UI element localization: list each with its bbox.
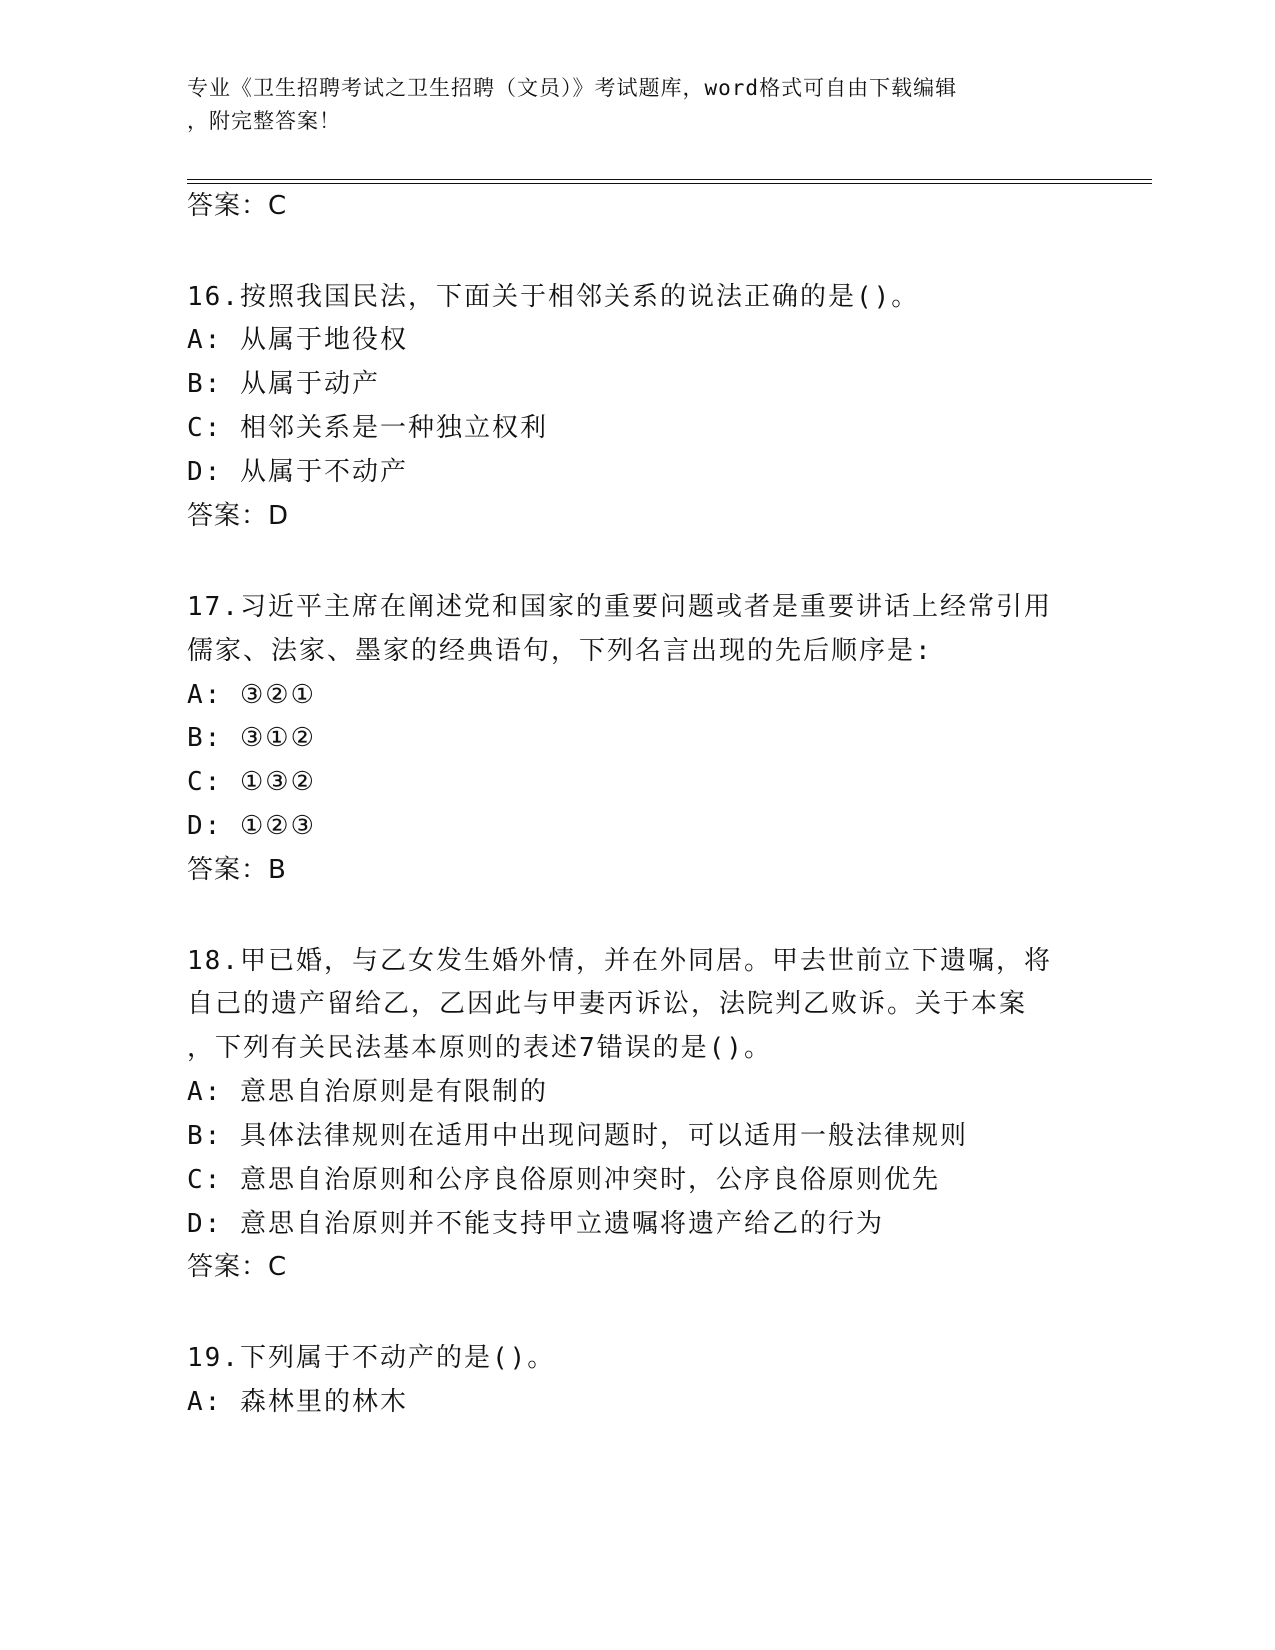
q18-option-d: D: 意思自治原则并不能支持甲立遗嘱将遗产给乙的行为 (187, 1209, 884, 1239)
header-line-1: 专业《卫生招聘考试之卫生招聘（文员）》考试题库，word格式可自由下载编辑 (187, 76, 958, 100)
header-divider-top (187, 179, 1152, 180)
q18-stem-line-3: ，下列有关民法基本原则的表述7错误的是()。 (187, 1033, 772, 1063)
q18-option-b: B: 具体法律规则在适用中出现问题时，可以适用一般法律规则 (187, 1121, 968, 1151)
q16-option-d: D: 从属于不动产 (187, 457, 408, 487)
q17-option-c: C: ①③② (187, 767, 316, 797)
q16-option-b: B: 从属于动产 (187, 369, 380, 399)
q16-stem: 16.按照我国民法，下面关于相邻关系的说法正确的是()。 (187, 282, 920, 312)
q17-answer: 答案：B (187, 855, 287, 885)
q17-stem-line-2: 儒家、法家、墨家的经典语句，下列名言出现的先后顺序是: (187, 636, 933, 666)
q19-stem: 19.下列属于不动产的是()。 (187, 1343, 556, 1373)
q16-option-a: A: 从属于地役权 (187, 325, 408, 355)
header-divider-bottom (187, 183, 1152, 184)
q17-option-a: A: ③②① (187, 680, 316, 710)
q18-answer: 答案：C (187, 1252, 288, 1282)
q17-stem-line-1: 17.习近平主席在阐述党和国家的重要问题或者是重要讲话上经常引用 (187, 592, 1052, 622)
q18-stem-line-2: 自己的遗产留给乙，乙因此与甲妻丙诉讼，法院判乙败诉。关于本案 (187, 989, 1028, 1019)
document-header (187, 72, 1067, 138)
q18-stem-line-1: 18.甲已婚，与乙女发生婚外情，并在外同居。甲去世前立下遗嘱，将 (187, 946, 1052, 976)
q18-option-a: A: 意思自治原则是有限制的 (187, 1077, 548, 1107)
q19-option-a: A: 森林里的林木 (187, 1387, 408, 1417)
q18-option-c: C: 意思自治原则和公序良俗原则冲突时，公序良俗原则优先 (187, 1165, 940, 1195)
header-line-2: ，附完整答案！ (187, 109, 341, 133)
q17-option-b: B: ③①② (187, 723, 316, 753)
q16-answer: 答案：D (187, 501, 290, 531)
q17-option-d: D: ①②③ (187, 811, 316, 841)
q16-option-c: C: 相邻关系是一种独立权利 (187, 413, 548, 443)
prev-answer: 答案：C (187, 191, 288, 221)
